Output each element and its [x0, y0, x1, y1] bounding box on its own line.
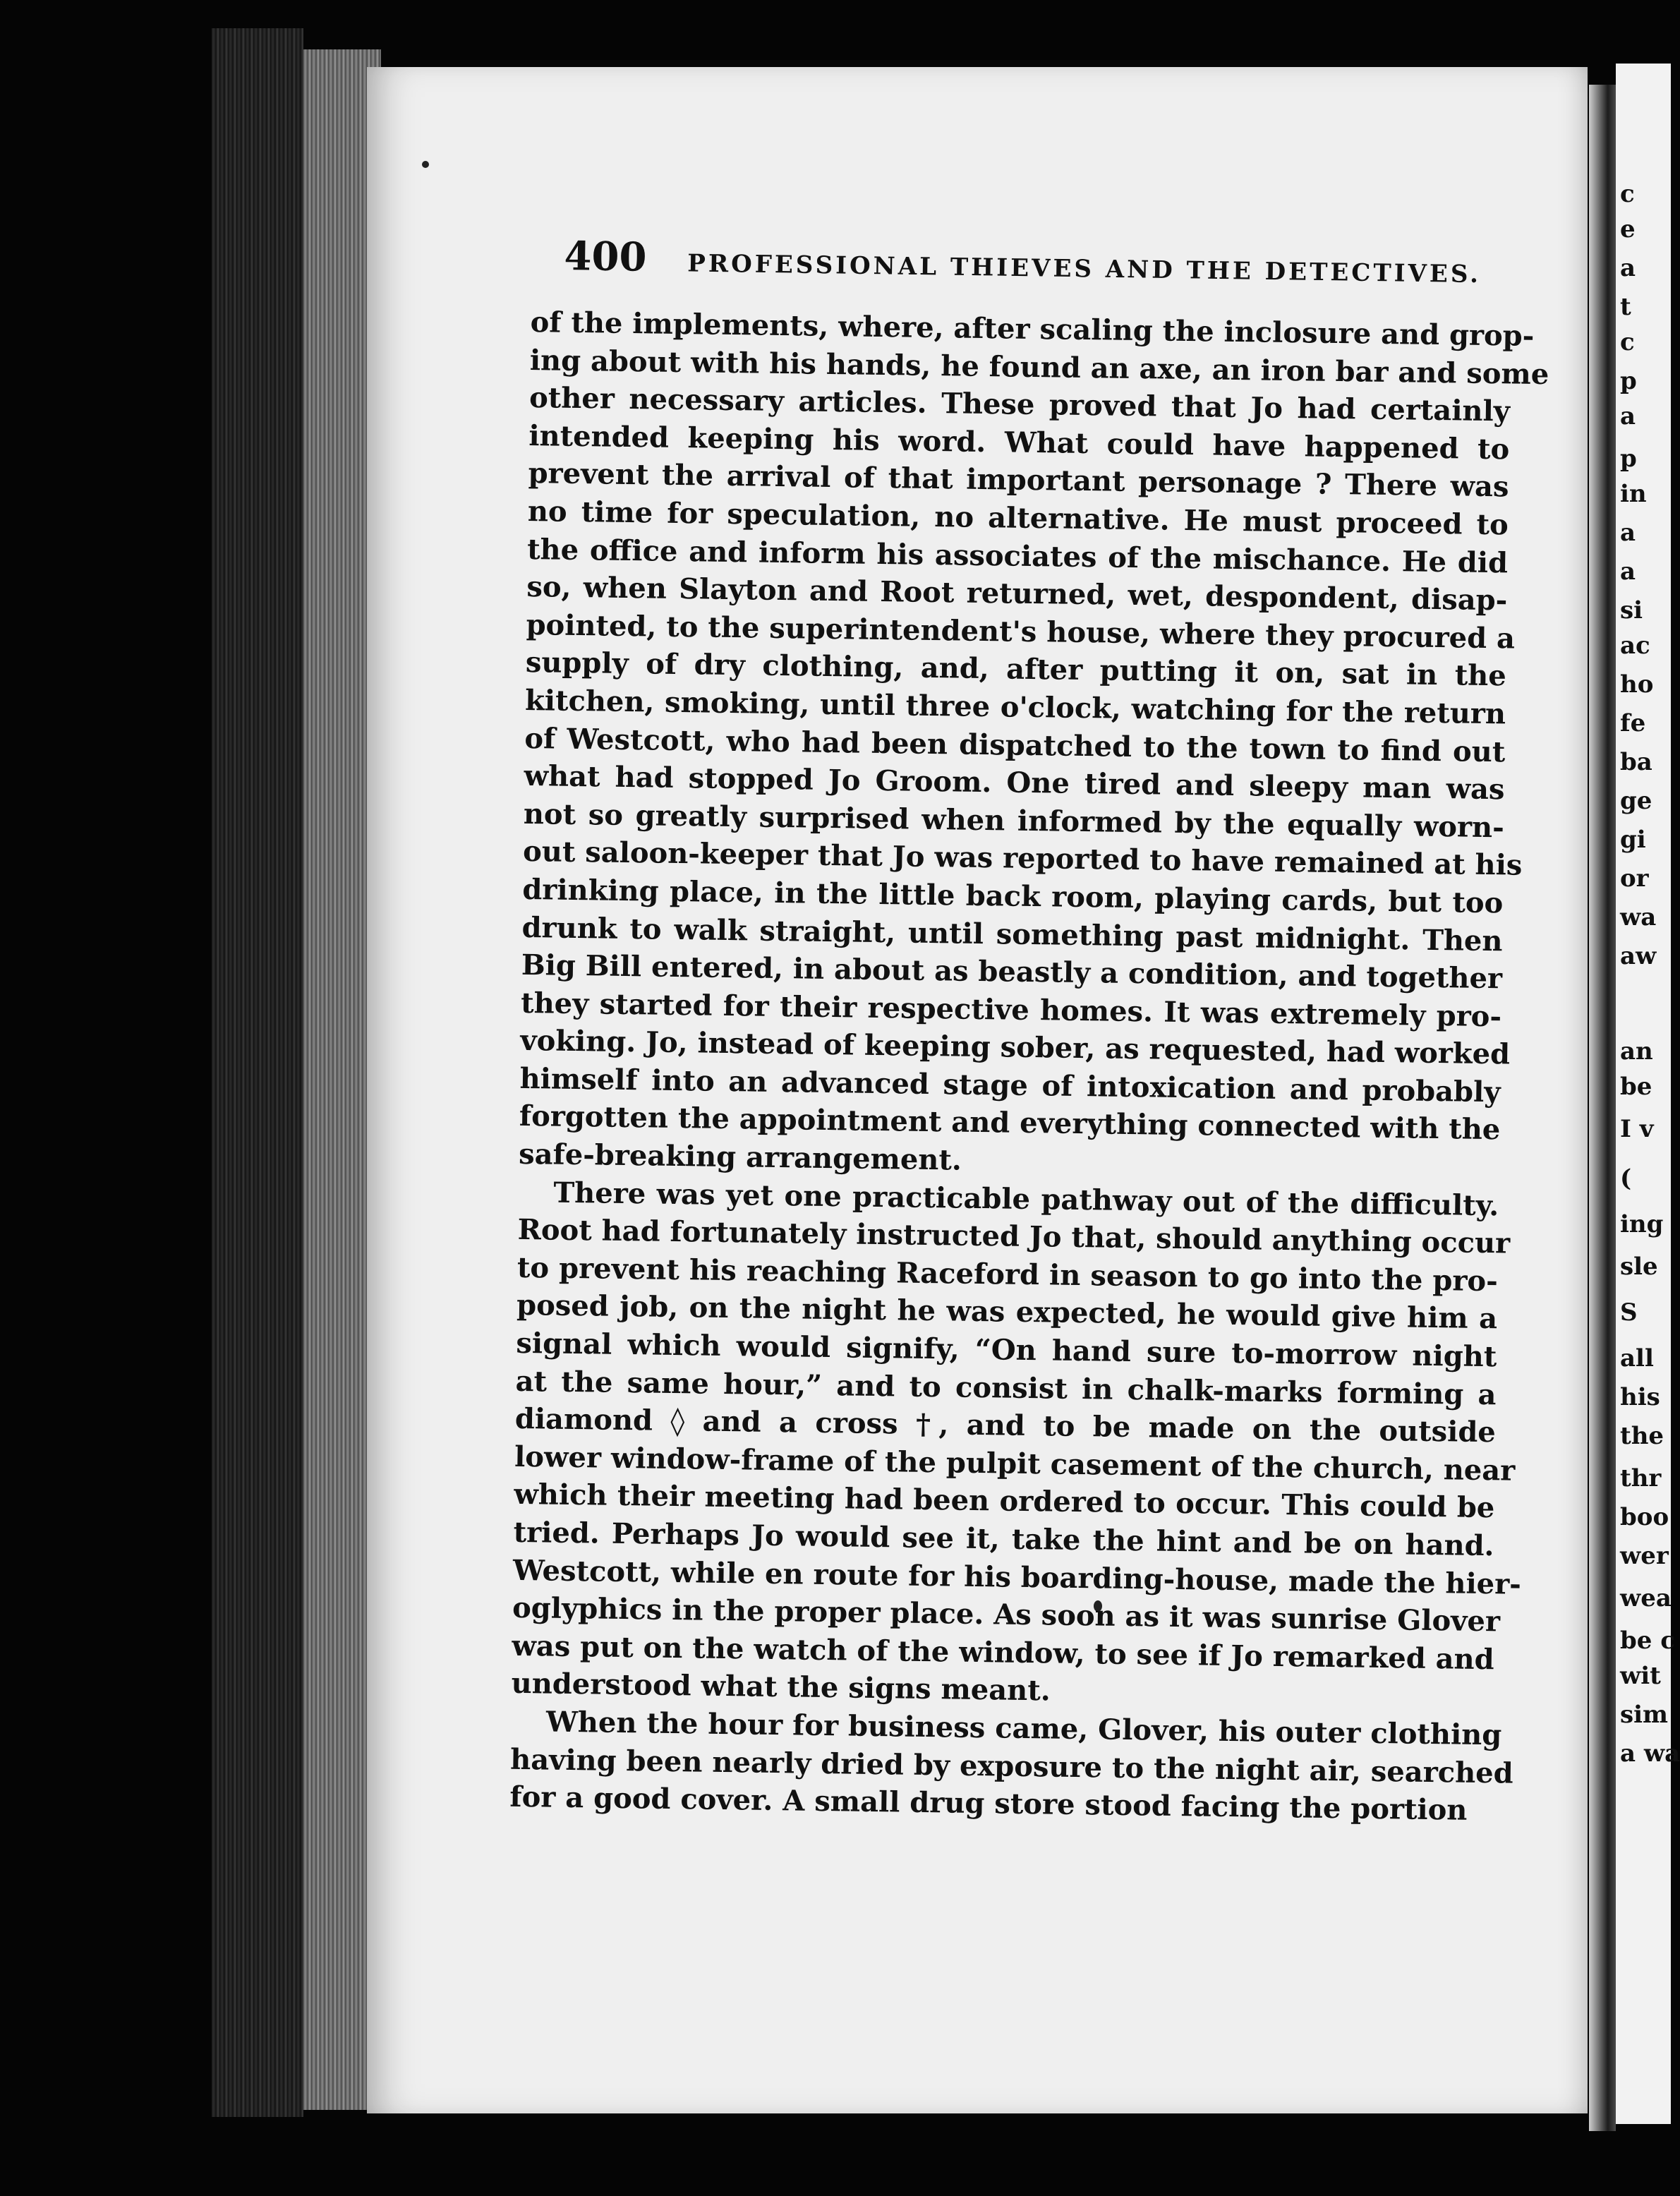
- facing-page-text-fragment: si: [1620, 596, 1643, 625]
- facing-page-text-fragment: I v: [1620, 1115, 1654, 1143]
- facing-page-text-fragment: c: [1620, 328, 1635, 356]
- facing-page-text-fragment: a: [1620, 557, 1636, 586]
- text-line: pointed, to the superintendent's house, where they procured a: [526, 608, 1516, 656]
- text-line: voking. Jo, instead of keeping sober, as requested, had worked: [520, 1024, 1511, 1071]
- text-line: signal which would signify, “On hand sure to-morrow night: [516, 1326, 1497, 1374]
- facing-page-text-fragment: (: [1620, 1164, 1632, 1193]
- text-line: drinking place, in the little back room, playing cards, but too: [522, 872, 1504, 920]
- facing-page-text-fragment: wea: [1620, 1584, 1672, 1612]
- facing-page-text-fragment: t: [1620, 293, 1631, 321]
- text-line: safe-breaking arrangement.: [518, 1137, 962, 1177]
- facing-page-text-fragment: a: [1620, 519, 1636, 547]
- text-line: diamond ◊ and a cross †, and to be made on the outside: [514, 1402, 1497, 1449]
- body-text: [509, 303, 1549, 1830]
- facing-page-text-fragment: wer: [1620, 1542, 1669, 1570]
- text-line: at the same hour,” and to consist in chalk-marks forming a: [515, 1364, 1497, 1411]
- book-gutter: [1589, 85, 1616, 2131]
- text-line: no time for speculation, no alternative. He must proceed to: [527, 494, 1509, 542]
- text-line: which their meeting had been ordered to occur. This could be: [514, 1478, 1495, 1525]
- text-line: When the hour for business came, Glover, his outer clothing: [545, 1705, 1502, 1752]
- facing-page-text-fragment: ho: [1620, 670, 1654, 699]
- facing-page-text-fragment: a: [1620, 254, 1636, 282]
- book-binding: [212, 28, 303, 2117]
- text-line: of the implements, where, after scaling the inclosure and grop-: [530, 305, 1535, 353]
- text-line: posed job, on the night he was expected, he would give him a: [516, 1289, 1498, 1336]
- paragraph: [518, 303, 1549, 1187]
- paragraph: [511, 1174, 1522, 1717]
- text-line: tried. Perhaps Jo would see it, take the hint and be on hand.: [513, 1515, 1494, 1563]
- facing-page-text-fragment: in: [1620, 480, 1647, 508]
- facing-page-text-fragment: a wa: [1620, 1739, 1680, 1768]
- facing-page-text-fragment: p: [1620, 367, 1637, 395]
- text-line: to prevent his reaching Raceford in season to go into the pro-: [516, 1250, 1499, 1298]
- facing-page-text-fragment: boo: [1620, 1503, 1669, 1531]
- facing-page-text-fragment: wa: [1620, 903, 1657, 931]
- facing-page-text-fragment: sim: [1620, 1701, 1669, 1729]
- facing-page-text-fragment: gi: [1620, 826, 1646, 854]
- facing-page-text-fragment: or: [1620, 864, 1649, 893]
- text-line: what had stopped Jo Groom. One tired and sleepy man was: [524, 759, 1505, 807]
- facing-page-edge: [1616, 64, 1680, 2124]
- facing-page-text-fragment: e: [1620, 215, 1636, 243]
- facing-page-text-fragment: an: [1620, 1037, 1653, 1066]
- facing-page-text-fragment: aw: [1620, 942, 1657, 970]
- facing-page-text-fragment: his: [1620, 1383, 1660, 1411]
- facing-page-text-fragment: thr: [1620, 1464, 1662, 1492]
- text-line: of Westcott, who had been dispatched to the town to find out: [524, 721, 1506, 768]
- facing-page-text-fragment: ge: [1620, 787, 1652, 815]
- text-line: himself into an advanced stage of intoxication and probably: [519, 1061, 1501, 1109]
- text-line: supply of dry clothing, and, after putting it on, sat in the: [525, 646, 1507, 693]
- text-line: drunk to walk straight, until something past midnight. Then: [521, 910, 1503, 958]
- text-line: understood what the signs meant.: [511, 1667, 1051, 1708]
- facing-page-text-fragment: sle: [1620, 1253, 1658, 1281]
- text-line: so, when Slayton and Root returned, wet, despondent, disap-: [526, 570, 1508, 617]
- text-line: not so greatly surprised when informed by the equally worn-: [523, 797, 1505, 845]
- facing-page-text-fragment: ing: [1620, 1210, 1664, 1238]
- facing-page-text-fragment: be c: [1620, 1627, 1675, 1655]
- facing-page-text-fragment: be: [1620, 1073, 1652, 1101]
- text-line: forgotten the appointment and everything connected with the: [519, 1099, 1501, 1147]
- facing-page-text-fragment: S: [1620, 1298, 1638, 1327]
- facing-page-text-fragment: the: [1620, 1422, 1664, 1450]
- text-line: kitchen, smoking, until three o'clock, watching for the return: [524, 683, 1506, 731]
- text-line: Root had fortunately instructed Jo that, should anything occur: [517, 1213, 1511, 1260]
- text-line: There was yet one practicable pathway out of the difficulty.: [553, 1176, 1499, 1222]
- text-line: having been nearly dried by exposure to the night air, searched: [509, 1742, 1513, 1790]
- scan-speck: [422, 161, 429, 168]
- text-line: other necessary articles. These proved that Jo had certainly: [528, 381, 1511, 428]
- facing-page-text-fragment: wit: [1620, 1662, 1661, 1690]
- text-line: intended keeping his word. What could have happened to: [528, 418, 1510, 466]
- facing-page-text-fragment: a: [1620, 402, 1636, 430]
- text-line: prevent the arrival of that important personage ? There was: [528, 457, 1509, 504]
- text-line: was put on the watch of the window, to see if Jo remarked and: [512, 1629, 1494, 1677]
- text-line: out saloon-keeper that Jo was reported to have remained at his: [522, 835, 1523, 883]
- running-head: PROFESSIONAL THIEVES AND THE DETECTIVES.: [687, 249, 1482, 289]
- text-line: Westcott, while en route for his boarding-house, made the hier-: [512, 1553, 1522, 1601]
- paragraph: [509, 1703, 1513, 1830]
- text-line: ing about with his hands, he found an axe, an iron bar and some: [529, 343, 1549, 391]
- text-line: lower window-frame of the pulpit casement of the church, near: [514, 1440, 1516, 1488]
- facing-page-text-fragment: fe: [1620, 709, 1646, 737]
- text-line: the office and inform his associates of the mischance. He did: [526, 532, 1509, 579]
- facing-page-text-fragment: ba: [1620, 748, 1652, 776]
- text-line: they started for their respective homes. It was extremely pro-: [520, 986, 1502, 1033]
- text-line: oglyphics in the proper place. As soon as it was sunrise Glover: [512, 1591, 1501, 1639]
- text-line: Big Bill entered, in about as beastly a condition, and together: [521, 948, 1503, 996]
- facing-page-text-fragment: all: [1620, 1344, 1654, 1372]
- text-line: for a good cover. A small drug store stood facing the portion: [509, 1780, 1468, 1827]
- facing-page-text-fragment: p: [1620, 445, 1637, 473]
- facing-page-text-fragment: c: [1620, 180, 1635, 208]
- page-number: 400: [564, 233, 647, 281]
- facing-page-text-fragment: ac: [1620, 632, 1650, 660]
